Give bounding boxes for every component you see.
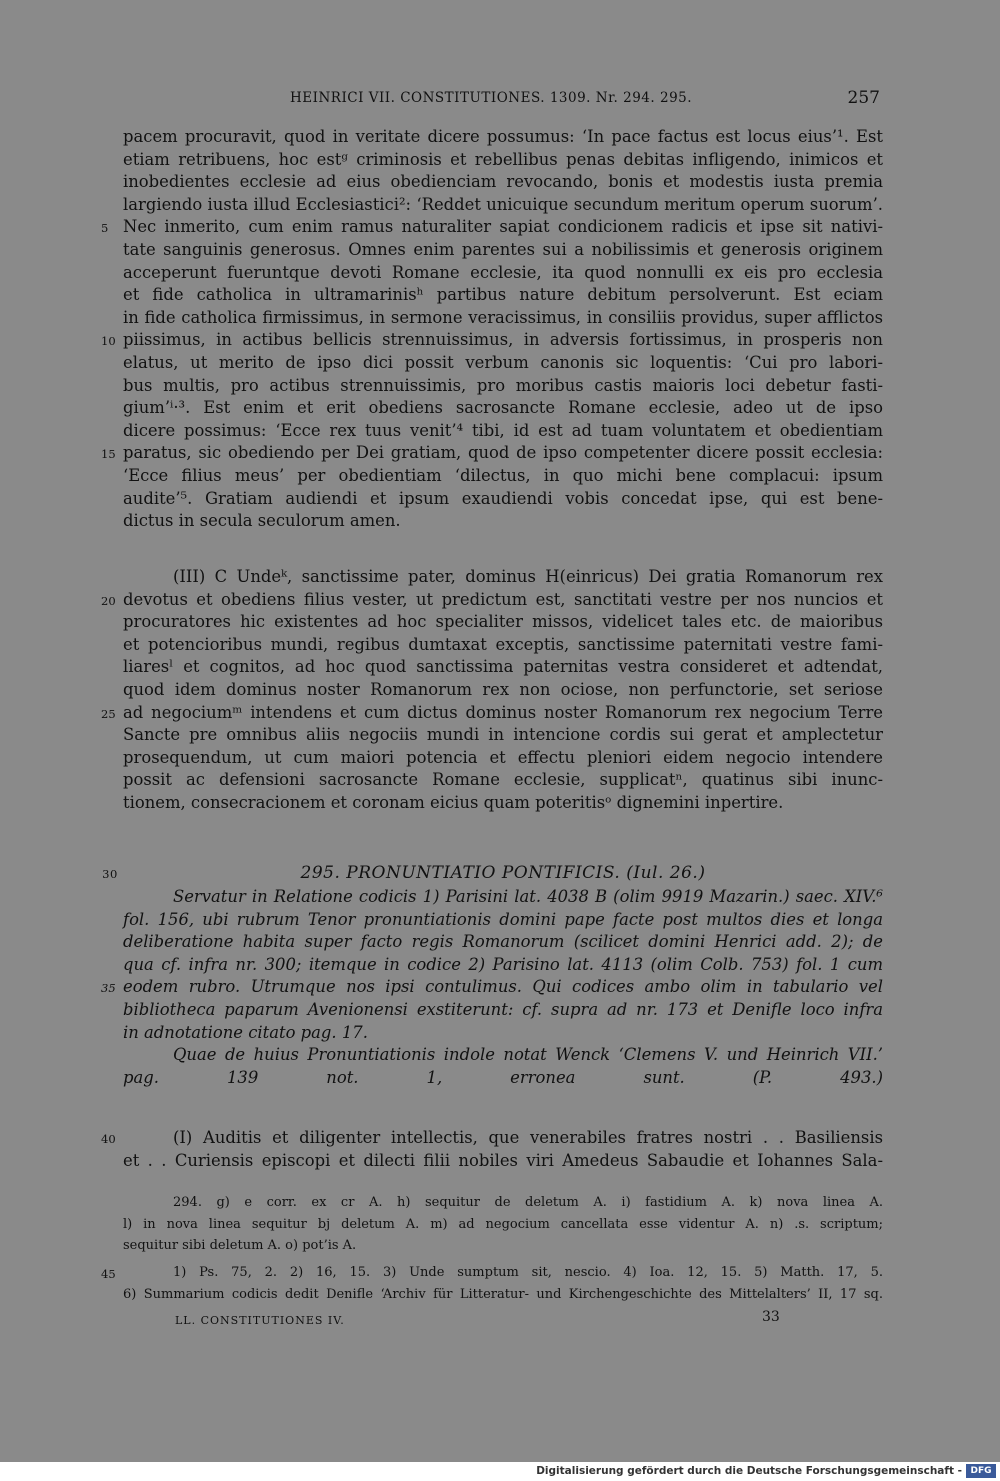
text-line [123, 769, 883, 792]
critical-apparatus [123, 1192, 883, 1257]
line-text: piissimus, in actibus bellicis strennuissimus, in adversis fortissimus, in prosperis non [123, 330, 883, 350]
page-header [120, 90, 880, 110]
constitution-295-introduction [101, 886, 883, 1089]
line-text: 1) Ps. 75, 2. 2) 16, 15. 3) Unde sumptum sit, nescio. 4) Ioa. 12, 15. 5) Matth. 17, 5. [173, 1265, 883, 1280]
constitution-294-text [101, 126, 883, 533]
line-text: (III) C Undeᵏ, sanctissime pater, dominus H(einricus) Dei gratia Romanorum rex [173, 567, 883, 586]
line-text: dictus in secula seculorum amen. [123, 511, 401, 531]
line-text: bibliotheca paparum Avenionensi exstiterunt: cf. supra ad nr. 173 et Denifle loco infra [123, 999, 883, 1019]
text-line [101, 329, 883, 352]
running-head: HEINRICI VII. CONSTITUTIONES. 1309. Nr. 294. 295. [290, 90, 693, 106]
text-line [123, 397, 883, 420]
section-title: 30 295. PRONUNTIATIO PONTIFICIS. (Iul. 26.) [123, 862, 883, 885]
text-line [123, 747, 883, 770]
line-text: ‘Ecce filius meus’ per obedientiam ‘dilectus, in quo michi bene complacui: ipsum [123, 465, 883, 485]
text-line [101, 1262, 883, 1284]
text-line [123, 488, 883, 511]
line-text: elatus, ut merito de ipso dici possit verbum canonis sic loquentis: ‘Cui pro labori- [123, 352, 883, 372]
line-text: tionem, consecracionem et coronam eicius quam poteritisᵒ dignemini inpertire. [123, 792, 784, 812]
line-text: (I) Auditis et diligenter intellectis, que venerabiles fratres nostri . . Basiliensis [173, 1128, 883, 1147]
text-line [123, 1067, 883, 1090]
text-line [123, 566, 883, 589]
line-text: paratus, sic obediendo per Dei gratiam, quod de ipso competenter dicere possit ecclesia: [123, 443, 883, 463]
constitution-295-heading [102, 862, 883, 885]
text-line [123, 634, 883, 657]
line-number: 40 [101, 1132, 116, 1146]
text-line [123, 262, 883, 285]
text-line [101, 702, 883, 725]
line-text: quod idem dominus noster Romanorum rex non ociose, non perfunctorie, set seriose [123, 679, 883, 699]
line-number: 25 [101, 706, 116, 721]
text-line [101, 1127, 883, 1150]
text-line [123, 375, 883, 398]
line-text: dicere possimus: ‘Ecce rex tuus venit’⁴ tibi, id est ad tuam voluntatem et obedientiam [123, 420, 883, 440]
line-text: Sancte pre omnibus aliis negociis mundi in intencione cordis sui gerat et amplectetur [123, 725, 883, 745]
text-line [123, 239, 883, 262]
text-line [123, 886, 883, 909]
line-text: eodem rubro. Utrumque nos ipsi contulimus. Qui codices ambo olim in tabulario vel [123, 977, 883, 997]
text-line [123, 931, 883, 954]
text-line [123, 510, 883, 533]
line-text: l) in nova linea sequitur bj deletum A. m) ad negocium cancellata esse videntur A. n) .s. scriptum; [123, 1216, 883, 1232]
line-text: deliberatione habita super facto regis Romanorum (scilicet domini Henrici add. 2); de [123, 932, 883, 952]
text-line [123, 724, 883, 747]
text-line [101, 216, 883, 239]
source-notes [101, 1262, 883, 1305]
text-line [123, 284, 883, 307]
line-number: 45 [101, 1267, 116, 1281]
line-text: prosequendum, ut cum maiori potencia et effectu pleniori eidem negocio intendere [123, 747, 883, 767]
dfg-banner [0, 1462, 1000, 1481]
line-text: gium’ⁱ·³. Est enim et erit obediens sacrosancte Romane ecclesie, adeo ut de ipso [123, 398, 883, 418]
text-line [123, 126, 883, 149]
line-text: 294. g) e corr. ex cr A. h) sequitur de deletum A. i) fastidium A. k) nova linea A. [173, 1195, 883, 1210]
text-line [123, 611, 883, 634]
text-line [123, 792, 883, 815]
text-line [123, 1214, 883, 1236]
footer-sheet-number: 33 [762, 1309, 780, 1325]
dfg-logo-icon: DFG [966, 1464, 996, 1478]
line-number: 20 [101, 593, 116, 608]
line-text: pacem procuravit, quod in veritate dicere possumus: ‘In pace factus est locus eius’¹. Est [123, 127, 883, 146]
line-text: acceperunt fueruntque devoti Romane ecclesie, ita quod nonnulli ex eis pro ecclesia [123, 262, 883, 282]
line-number: 35 [101, 981, 116, 996]
line-text: Nec inmerito, cum enim ramus naturaliter sapiat condicionem radicis et ipse sit nativi- [123, 217, 883, 237]
text-line [123, 171, 883, 194]
text-line [101, 589, 883, 612]
line-text: pag. 139 not. 1, erronea sunt. (P. 493.) [123, 1067, 883, 1087]
text-line [123, 307, 883, 330]
line-text: et . . Curiensis episcopi et dilecti filii nobiles viri Amedeus Sabaudie et Iohannes Sala- [123, 1150, 883, 1170]
text-line [123, 149, 883, 172]
line-number: 15 [101, 447, 116, 462]
line-text: etiam retribuens, hoc estᵍ criminosis et rebellibus penas debitas infligendo, inimicos et [123, 149, 883, 169]
line-text: Servatur in Relatione codicis 1) Parisini lat. 4038 B (olim 9919 Mazarin.) saec. XIV.⁶ [173, 887, 883, 906]
text-line [123, 679, 883, 702]
line-text: possit ac defensioni sacrosancte Romane ecclesie, supplicatⁿ, quatinus sibi inunc- [123, 770, 883, 790]
line-text: liaresˡ et cognitos, ad hoc quod sanctissima paternitas vestra consideret et adtendat, [123, 657, 883, 677]
line-text: audite’⁵. Gratiam audiendi et ipsum exaudiendi vobis concedat ipse, qui est bene- [123, 488, 883, 508]
text-line [123, 999, 883, 1022]
line-text: bus multis, pro actibus strennuissimis, pro moribus castis maioris loci debetur fasti- [123, 375, 883, 395]
text-line [123, 656, 883, 679]
line-text: ad negociumᵐ intendens et cum dictus dominus noster Romanorum rex negocium Terre [123, 702, 883, 722]
line-text: largiendo iusta illud Ecclesiastici²: ‘Reddet unicuique secundum meritum operum suorum’. [123, 194, 883, 214]
text-line [123, 194, 883, 217]
text-line [123, 909, 883, 932]
line-text: inobedientes ecclesie ad eius obedienciam revocando, bonis et modestis iusta premia [123, 172, 883, 192]
text-line [123, 1192, 883, 1214]
line-text: 6) Summarium codicis dedit Denifle ‘Archiv für Litteratur- und Kirchengeschichte des Mittelalters’ II, 17 sq. [123, 1286, 883, 1302]
line-text: sequitur sibi deletum A. o) pot’is A. [123, 1238, 357, 1253]
line-text: Quae de huius Pronuntiationis indole notat Wenck ‘Clemens V. und Heinrich VII.’ [173, 1045, 883, 1065]
text-line [123, 1284, 883, 1306]
line-text: devotus et obediens filius vester, ut predictum est, sanctitati vestre per nos nuncios et [123, 589, 883, 609]
text-line [101, 976, 883, 999]
line-number: 30 [102, 867, 118, 881]
text-line [123, 420, 883, 443]
line-number: 10 [101, 334, 116, 349]
text-line [123, 352, 883, 375]
constitution-294-part-3 [101, 566, 883, 815]
line-text: et potencioribus mundi, regibus dumtaxat exceptis, sanctissime paternitati vestre fami- [123, 634, 883, 654]
line-text: et fide catholica in ultramarinisʰ partibus nature debitum persolverunt. Est eciam [123, 285, 883, 305]
line-number: 5 [101, 221, 109, 236]
text-line [123, 1150, 883, 1173]
text-line [123, 954, 883, 977]
text-line [123, 1235, 883, 1257]
constitution-295-text [101, 1127, 883, 1172]
line-text: in fide catholica firmissimus, in sermone veracissimus, in consiliis providus, super afflictos [123, 307, 883, 327]
text-line [101, 442, 883, 465]
line-text: fol. 156, ubi rubrum Tenor pronuntiationis domini pape facte post multos dies et longa [123, 909, 883, 929]
line-text: tate sanguinis generosus. Omnes enim parentes sui a nobilissimis et generosis originem [123, 239, 883, 259]
text-line [123, 1022, 883, 1045]
page-number: 257 [847, 88, 880, 108]
text-line [123, 1044, 883, 1067]
line-text: in adnotatione citato pag. 17. [123, 1022, 368, 1042]
footer-signature: LL. CONSTITUTIONES IV. [175, 1314, 345, 1327]
text-line [123, 465, 883, 488]
dfg-credit: Digitalisierung gefördert durch die Deutsche Forschungsgemeinschaft - [536, 1465, 962, 1477]
line-text: procuratores hic existentes ad hoc specialiter missos, videlicet tales etc. de maioribus [123, 612, 883, 632]
line-text: qua cf. infra nr. 300; itemque in codice 2) Parisino lat. 4113 (olim Colb. 753) fol. 1 cum [123, 954, 883, 974]
